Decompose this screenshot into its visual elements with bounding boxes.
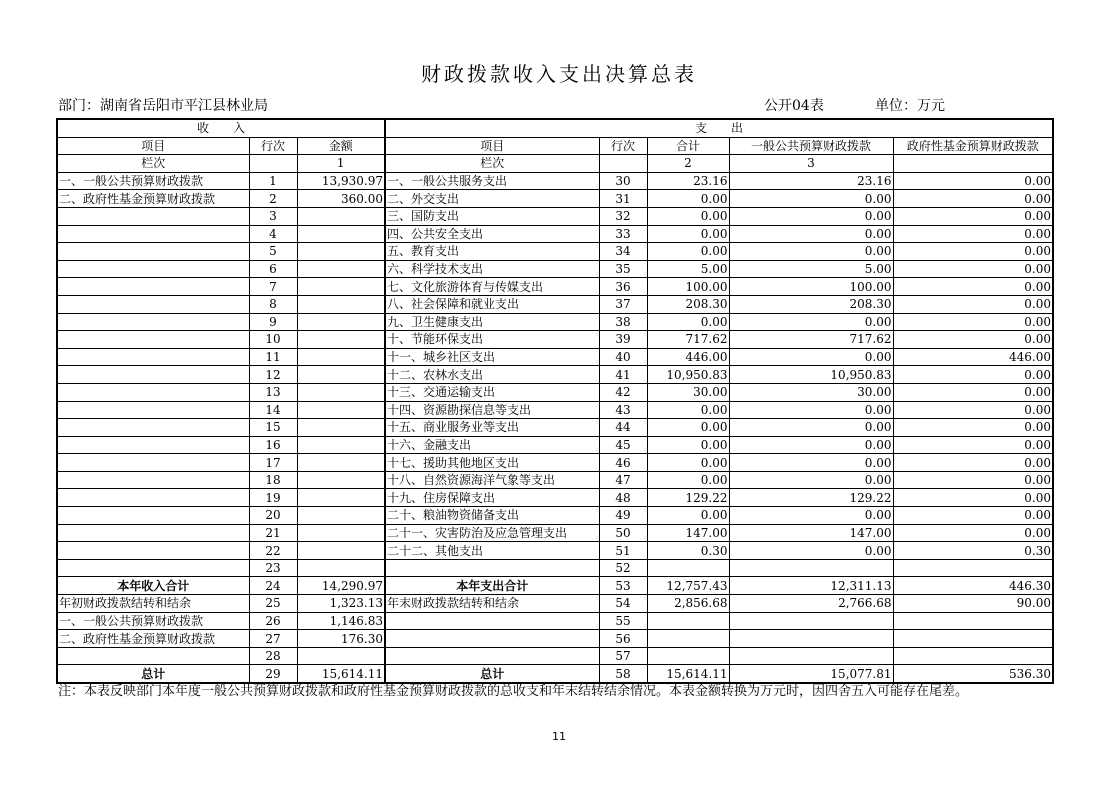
- income-item-cell: [57, 471, 249, 489]
- expense-total-cell: 0.30: [647, 542, 729, 560]
- income-item-cell: [57, 383, 249, 401]
- income-item-cell: [57, 313, 249, 331]
- expense-fund-cell: 446.30: [893, 577, 1053, 595]
- income-row-no-cell: 27: [249, 630, 297, 648]
- income-amount-cell: [297, 331, 385, 349]
- income-item-cell: [57, 348, 249, 366]
- income-amount-cell: 1,323.13: [297, 595, 385, 613]
- expense-general-cell: 147.00: [729, 524, 893, 542]
- table-row: [57, 348, 1053, 366]
- expense-row-no-cell: 57: [599, 647, 647, 665]
- table-row: [57, 419, 1053, 437]
- expense-item-cell: 二、外交支出: [385, 190, 599, 208]
- income-amount-cell: [297, 260, 385, 278]
- income-item-cell: [57, 524, 249, 542]
- income-row-no-cell: 3: [249, 207, 297, 225]
- income-amount-cell: [297, 313, 385, 331]
- page-number: 11: [552, 730, 566, 743]
- income-amount-cell: [297, 383, 385, 401]
- expense-row-no-cell: 51: [599, 542, 647, 560]
- expense-fund-cell: [893, 630, 1053, 648]
- expense-total-cell: 0.00: [647, 401, 729, 419]
- expense-total-cell: 100.00: [647, 278, 729, 296]
- form-number: 公开04表: [764, 98, 824, 114]
- expense-fund-cell: 0.00: [893, 454, 1053, 472]
- income-item-cell: [57, 436, 249, 454]
- expense-fund-cell: 0.00: [893, 313, 1053, 331]
- income-row-no-cell: 11: [249, 348, 297, 366]
- income-item-cell: 年初财政拨款结转和结余: [57, 595, 249, 613]
- column-index-row: [57, 155, 1053, 173]
- expense-fund-cell: 536.30: [893, 665, 1053, 683]
- expense-total-cell: 2,856.68: [647, 595, 729, 613]
- expense-item-cell: 二十一、灾害防治及应急管理支出: [385, 524, 599, 542]
- expense-item-cell: 五、教育支出: [385, 243, 599, 261]
- expense-fund-cell: 0.00: [893, 489, 1053, 507]
- table-row: [57, 172, 1053, 190]
- header-income-row: 行次: [249, 137, 297, 155]
- expense-total-cell: 208.30: [647, 295, 729, 313]
- income-amount-cell: [297, 454, 385, 472]
- expense-row-no-cell: 48: [599, 489, 647, 507]
- column-index-general: 3: [729, 155, 893, 173]
- income-row-no-cell: 22: [249, 542, 297, 560]
- expense-item-cell: 十五、商业服务业等支出: [385, 419, 599, 437]
- income-amount-cell: [297, 366, 385, 384]
- expense-item-cell: 二十、粮油物资储备支出: [385, 507, 599, 525]
- income-row-no-cell: 9: [249, 313, 297, 331]
- income-item-cell: 一、一般公共预算财政拨款: [57, 612, 249, 630]
- expense-row-no-cell: 38: [599, 313, 647, 331]
- table-row: [57, 436, 1053, 454]
- income-amount-cell: [297, 295, 385, 313]
- expense-item-cell: 十八、自然资源海洋气象等支出: [385, 471, 599, 489]
- table-row: [57, 542, 1053, 560]
- expense-general-cell: 23.16: [729, 172, 893, 190]
- column-header-row: [57, 137, 1053, 155]
- income-row-no-cell: 17: [249, 454, 297, 472]
- table-row: [57, 647, 1053, 665]
- expense-fund-cell: 0.00: [893, 401, 1053, 419]
- expense-row-no-cell: 46: [599, 454, 647, 472]
- column-index-amount: 1: [297, 155, 385, 173]
- expense-total-cell: [647, 647, 729, 665]
- expense-total-cell: 23.16: [647, 172, 729, 190]
- expense-item-cell: 总计: [385, 665, 599, 683]
- column-index-blank: [599, 155, 647, 173]
- income-amount-cell: [297, 436, 385, 454]
- table-row: [57, 243, 1053, 261]
- expense-row-no-cell: 47: [599, 471, 647, 489]
- expense-total-cell: [647, 630, 729, 648]
- header-expense-item: 项目: [385, 137, 599, 155]
- expense-general-cell: 0.00: [729, 419, 893, 437]
- expense-general-cell: 100.00: [729, 278, 893, 296]
- table-row: [57, 595, 1053, 613]
- income-row-no-cell: 1: [249, 172, 297, 190]
- income-amount-cell: [297, 507, 385, 525]
- income-item-cell: [57, 366, 249, 384]
- expense-row-no-cell: 50: [599, 524, 647, 542]
- expense-total-cell: 0.00: [647, 313, 729, 331]
- expense-item-cell: 十九、住房保障支出: [385, 489, 599, 507]
- expense-general-cell: 0.00: [729, 225, 893, 243]
- income-amount-cell: [297, 524, 385, 542]
- expense-general-cell: 0.00: [729, 507, 893, 525]
- table-row: [57, 612, 1053, 630]
- table-row: [57, 313, 1053, 331]
- income-row-no-cell: 13: [249, 383, 297, 401]
- expense-total-cell: [647, 559, 729, 577]
- expense-general-cell: 15,077.81: [729, 665, 893, 683]
- expense-row-no-cell: 39: [599, 331, 647, 349]
- table-row: [57, 190, 1053, 208]
- header-expense-fund: 政府性基金预算财政拨款: [893, 137, 1053, 155]
- expense-fund-cell: 0.00: [893, 436, 1053, 454]
- expense-fund-cell: 0.00: [893, 243, 1053, 261]
- income-group-header: 收 入: [57, 119, 385, 137]
- expense-row-no-cell: 54: [599, 595, 647, 613]
- expense-item-cell: 三、国防支出: [385, 207, 599, 225]
- expense-fund-cell: 0.00: [893, 383, 1053, 401]
- income-item-cell: 一、一般公共预算财政拨款: [57, 172, 249, 190]
- expense-fund-cell: 0.00: [893, 295, 1053, 313]
- expense-fund-cell: 0.00: [893, 507, 1053, 525]
- expense-fund-cell: 446.00: [893, 348, 1053, 366]
- income-row-no-cell: 23: [249, 559, 297, 577]
- column-index-label-left: 栏次: [57, 155, 249, 173]
- income-row-no-cell: 4: [249, 225, 297, 243]
- table-row: [57, 471, 1053, 489]
- income-row-no-cell: 2: [249, 190, 297, 208]
- expense-total-cell: 717.62: [647, 331, 729, 349]
- expense-item-cell: 十三、交通运输支出: [385, 383, 599, 401]
- expense-general-cell: [729, 630, 893, 648]
- expense-fund-cell: [893, 647, 1053, 665]
- income-row-no-cell: 8: [249, 295, 297, 313]
- expense-row-no-cell: 31: [599, 190, 647, 208]
- expense-total-cell: [647, 612, 729, 630]
- income-item-cell: [57, 507, 249, 525]
- income-amount-cell: 176.30: [297, 630, 385, 648]
- expense-general-cell: 0.00: [729, 471, 893, 489]
- income-item-cell: [57, 454, 249, 472]
- income-row-no-cell: 18: [249, 471, 297, 489]
- expense-item-cell: 十六、金融支出: [385, 436, 599, 454]
- expense-total-cell: 0.00: [647, 507, 729, 525]
- expense-item-cell: 十七、援助其他地区支出: [385, 454, 599, 472]
- income-item-cell: 二、政府性基金预算财政拨款: [57, 190, 249, 208]
- expense-fund-cell: 90.00: [893, 595, 1053, 613]
- expense-item-cell: 二十二、其他支出: [385, 542, 599, 560]
- income-row-no-cell: 10: [249, 331, 297, 349]
- table-row: [57, 383, 1053, 401]
- expense-fund-cell: 0.30: [893, 542, 1053, 560]
- expense-fund-cell: 0.00: [893, 207, 1053, 225]
- income-amount-cell: [297, 419, 385, 437]
- header-income-item: 项目: [57, 137, 249, 155]
- income-row-no-cell: 12: [249, 366, 297, 384]
- expense-row-no-cell: 49: [599, 507, 647, 525]
- expense-total-cell: 30.00: [647, 383, 729, 401]
- expense-row-no-cell: 40: [599, 348, 647, 366]
- expense-general-cell: 30.00: [729, 383, 893, 401]
- table-row: [57, 665, 1053, 683]
- income-row-no-cell: 20: [249, 507, 297, 525]
- income-row-no-cell: 24: [249, 577, 297, 595]
- expense-row-no-cell: 44: [599, 419, 647, 437]
- expense-fund-cell: 0.00: [893, 331, 1053, 349]
- table-row: [57, 507, 1053, 525]
- table-row: [57, 454, 1053, 472]
- expense-total-cell: 0.00: [647, 419, 729, 437]
- expense-group-header: 支 出: [385, 119, 1053, 137]
- expense-row-no-cell: 41: [599, 366, 647, 384]
- income-amount-cell: 360.00: [297, 190, 385, 208]
- expense-row-no-cell: 42: [599, 383, 647, 401]
- table-row: [57, 331, 1053, 349]
- income-item-cell: [57, 207, 249, 225]
- expense-total-cell: 10,950.83: [647, 366, 729, 384]
- expense-item-cell: 十二、农林水支出: [385, 366, 599, 384]
- expense-item-cell: 四、公共安全支出: [385, 225, 599, 243]
- income-row-no-cell: 6: [249, 260, 297, 278]
- expense-total-cell: 446.00: [647, 348, 729, 366]
- income-row-no-cell: 15: [249, 419, 297, 437]
- expense-fund-cell: 0.00: [893, 225, 1053, 243]
- table-row: [57, 577, 1053, 595]
- expense-general-cell: 208.30: [729, 295, 893, 313]
- expense-item-cell: 十四、资源勘探信息等支出: [385, 401, 599, 419]
- income-item-cell: [57, 331, 249, 349]
- unit-label: 单位：万元: [875, 98, 945, 114]
- column-index-label-right: 栏次: [385, 155, 599, 173]
- group-header-row: [57, 119, 1053, 137]
- income-item-cell: [57, 260, 249, 278]
- expense-item-cell: 本年支出合计: [385, 577, 599, 595]
- income-amount-cell: 15,614.11: [297, 665, 385, 683]
- table-row: [57, 489, 1053, 507]
- expense-total-cell: 12,757.43: [647, 577, 729, 595]
- expense-general-cell: 5.00: [729, 260, 893, 278]
- income-amount-cell: 1,146.83: [297, 612, 385, 630]
- expense-general-cell: 0.00: [729, 243, 893, 261]
- expense-item-cell: 七、文化旅游体育与传媒支出: [385, 278, 599, 296]
- department-label: 部门：湖南省岳阳市平江县林业局: [58, 98, 268, 114]
- column-index-blank: [893, 155, 1053, 173]
- expense-item-cell: 十一、城乡社区支出: [385, 348, 599, 366]
- expense-fund-cell: 0.00: [893, 278, 1053, 296]
- page-title: 财政拨款收入支出决算总表: [421, 62, 697, 86]
- expense-row-no-cell: 45: [599, 436, 647, 454]
- expense-item-cell: [385, 630, 599, 648]
- expense-row-no-cell: 43: [599, 401, 647, 419]
- income-item-cell: [57, 647, 249, 665]
- income-amount-cell: [297, 471, 385, 489]
- expense-row-no-cell: 34: [599, 243, 647, 261]
- income-item-cell: [57, 243, 249, 261]
- expense-general-cell: [729, 612, 893, 630]
- expense-general-cell: 0.00: [729, 436, 893, 454]
- income-item-cell: [57, 489, 249, 507]
- expense-item-cell: 一、一般公共服务支出: [385, 172, 599, 190]
- table-row: [57, 630, 1053, 648]
- table-row: [57, 524, 1053, 542]
- expense-fund-cell: 0.00: [893, 260, 1053, 278]
- table-row: [57, 260, 1053, 278]
- budget-table: [56, 118, 1054, 684]
- expense-row-no-cell: 52: [599, 559, 647, 577]
- expense-general-cell: 0.00: [729, 401, 893, 419]
- expense-row-no-cell: 35: [599, 260, 647, 278]
- income-row-no-cell: 26: [249, 612, 297, 630]
- table-row: [57, 295, 1053, 313]
- income-amount-cell: [297, 489, 385, 507]
- table-row: [57, 225, 1053, 243]
- income-amount-cell: [297, 207, 385, 225]
- expense-item-cell: [385, 559, 599, 577]
- income-item-cell: [57, 295, 249, 313]
- expense-general-cell: 0.00: [729, 207, 893, 225]
- expense-fund-cell: 0.00: [893, 366, 1053, 384]
- income-row-no-cell: 16: [249, 436, 297, 454]
- expense-item-cell: [385, 647, 599, 665]
- expense-item-cell: [385, 612, 599, 630]
- expense-fund-cell: 0.00: [893, 419, 1053, 437]
- expense-total-cell: 0.00: [647, 243, 729, 261]
- income-amount-cell: [297, 225, 385, 243]
- expense-fund-cell: 0.00: [893, 524, 1053, 542]
- expense-row-no-cell: 36: [599, 278, 647, 296]
- expense-fund-cell: [893, 612, 1053, 630]
- expense-general-cell: 0.00: [729, 313, 893, 331]
- expense-fund-cell: [893, 559, 1053, 577]
- expense-total-cell: 147.00: [647, 524, 729, 542]
- expense-fund-cell: 0.00: [893, 190, 1053, 208]
- expense-row-no-cell: 37: [599, 295, 647, 313]
- footnote: 注：本表反映部门本年度一般公共预算财政拨款和政府性基金预算财政拨款的总收支和年末结转结余情况。本表金额转换为万元时，因四舍五入可能存在尾差。: [58, 684, 969, 699]
- income-row-no-cell: 25: [249, 595, 297, 613]
- table-row: [57, 559, 1053, 577]
- income-item-cell: 总计: [57, 665, 249, 683]
- expense-general-cell: 129.22: [729, 489, 893, 507]
- table-row: [57, 207, 1053, 225]
- expense-total-cell: 0.00: [647, 454, 729, 472]
- expense-total-cell: 129.22: [647, 489, 729, 507]
- expense-row-no-cell: 58: [599, 665, 647, 683]
- expense-general-cell: 0.00: [729, 542, 893, 560]
- expense-row-no-cell: 56: [599, 630, 647, 648]
- table-row: [57, 401, 1053, 419]
- income-item-cell: [57, 278, 249, 296]
- column-index-blank: [249, 155, 297, 173]
- income-amount-cell: [297, 243, 385, 261]
- expense-general-cell: 10,950.83: [729, 366, 893, 384]
- income-item-cell: [57, 542, 249, 560]
- expense-total-cell: 0.00: [647, 436, 729, 454]
- expense-total-cell: 5.00: [647, 260, 729, 278]
- income-item-cell: [57, 225, 249, 243]
- income-amount-cell: [297, 559, 385, 577]
- income-item-cell: 二、政府性基金预算财政拨款: [57, 630, 249, 648]
- expense-fund-cell: 0.00: [893, 471, 1053, 489]
- expense-general-cell: 2,766.68: [729, 595, 893, 613]
- expense-item-cell: 九、卫生健康支出: [385, 313, 599, 331]
- income-row-no-cell: 14: [249, 401, 297, 419]
- income-row-no-cell: 29: [249, 665, 297, 683]
- expense-item-cell: 六、科学技术支出: [385, 260, 599, 278]
- expense-total-cell: 0.00: [647, 190, 729, 208]
- header-expense-general: 一般公共预算财政拨款: [729, 137, 893, 155]
- income-row-no-cell: 19: [249, 489, 297, 507]
- expense-item-cell: 八、社会保障和就业支出: [385, 295, 599, 313]
- income-amount-cell: [297, 401, 385, 419]
- expense-row-no-cell: 53: [599, 577, 647, 595]
- expense-row-no-cell: 55: [599, 612, 647, 630]
- income-item-cell: 本年收入合计: [57, 577, 249, 595]
- expense-row-no-cell: 32: [599, 207, 647, 225]
- income-row-no-cell: 5: [249, 243, 297, 261]
- expense-total-cell: 0.00: [647, 225, 729, 243]
- income-item-cell: [57, 559, 249, 577]
- header-expense-row: 行次: [599, 137, 647, 155]
- income-amount-cell: [297, 278, 385, 296]
- expense-total-cell: 0.00: [647, 207, 729, 225]
- expense-fund-cell: 0.00: [893, 172, 1053, 190]
- header-income-amount: 金额: [297, 137, 385, 155]
- expense-total-cell: 0.00: [647, 471, 729, 489]
- expense-general-cell: [729, 559, 893, 577]
- income-amount-cell: [297, 348, 385, 366]
- expense-item-cell: 年末财政拨款结转和结余: [385, 595, 599, 613]
- expense-item-cell: 十、节能环保支出: [385, 331, 599, 349]
- income-amount-cell: [297, 647, 385, 665]
- income-item-cell: [57, 419, 249, 437]
- income-amount-cell: 13,930.97: [297, 172, 385, 190]
- expense-general-cell: 12,311.13: [729, 577, 893, 595]
- income-row-no-cell: 28: [249, 647, 297, 665]
- header-expense-total: 合计: [647, 137, 729, 155]
- expense-total-cell: 15,614.11: [647, 665, 729, 683]
- income-item-cell: [57, 401, 249, 419]
- income-row-no-cell: 7: [249, 278, 297, 296]
- expense-row-no-cell: 33: [599, 225, 647, 243]
- income-amount-cell: 14,290.97: [297, 577, 385, 595]
- table-row: [57, 366, 1053, 384]
- expense-general-cell: 0.00: [729, 348, 893, 366]
- table-row: [57, 278, 1053, 296]
- expense-general-cell: 0.00: [729, 454, 893, 472]
- expense-general-cell: 0.00: [729, 190, 893, 208]
- expense-row-no-cell: 30: [599, 172, 647, 190]
- income-row-no-cell: 21: [249, 524, 297, 542]
- column-index-total: 2: [647, 155, 729, 173]
- expense-general-cell: [729, 647, 893, 665]
- expense-general-cell: 717.62: [729, 331, 893, 349]
- income-amount-cell: [297, 542, 385, 560]
